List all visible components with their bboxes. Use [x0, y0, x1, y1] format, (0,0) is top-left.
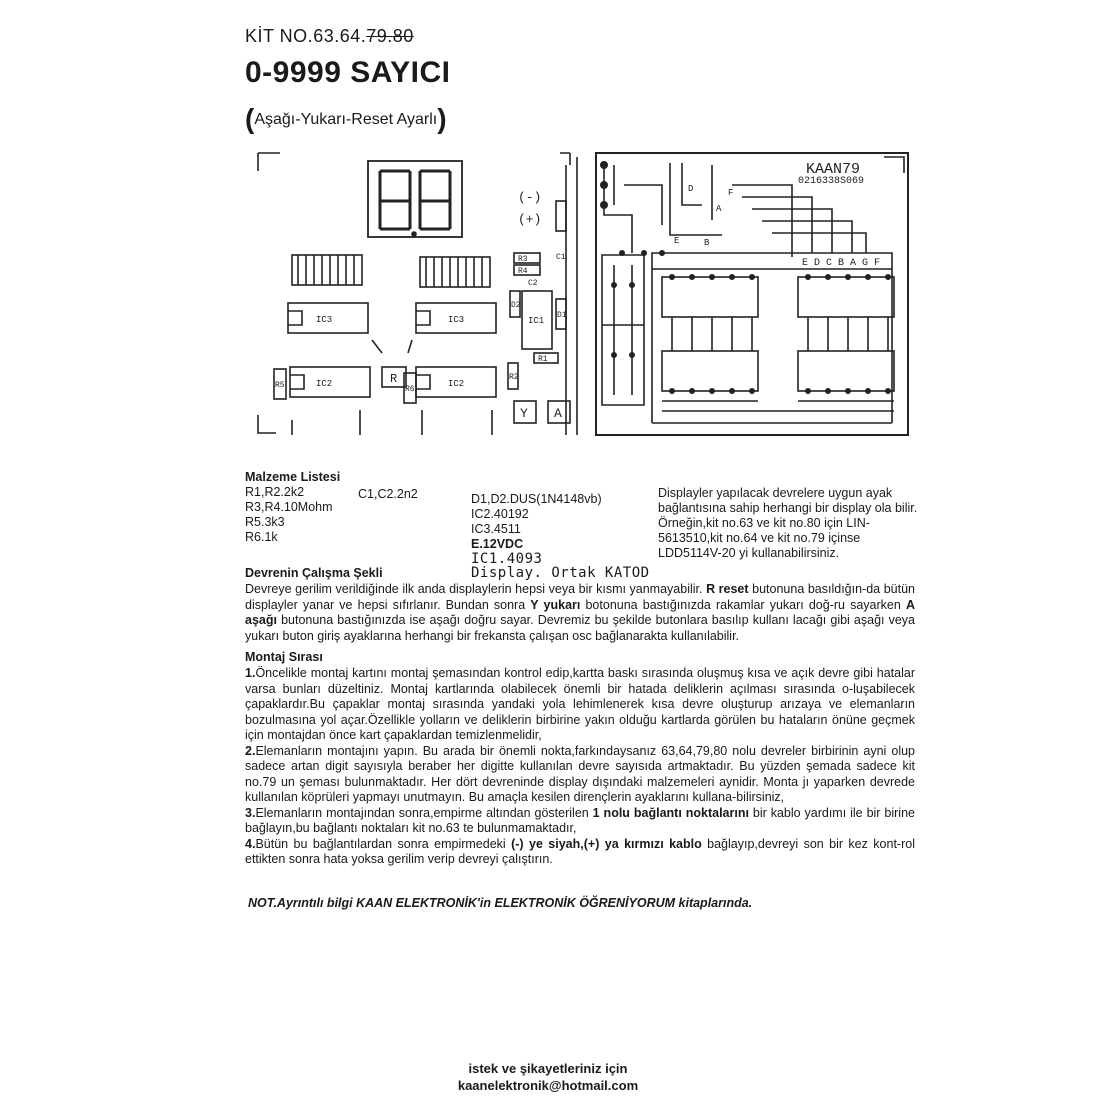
segment-letters: E D C B A G F	[802, 258, 881, 269]
operation-title: Devrenin Çalışma Şekli	[245, 566, 383, 580]
r3-label: R3	[518, 255, 528, 264]
op-bold: A aşağı	[245, 597, 915, 627]
op-text: botonuna bastığınızda rakamlar yukarı doğ-ru sayarken	[585, 597, 901, 612]
step-text: bağlayıp,devreyi son bir kez kont-rol ettikten sonra hata yoksa gerilim verip devreyi çalıştırın.	[245, 836, 915, 866]
bom-item: R3,R4.10Mohm	[245, 500, 333, 514]
kit-numbers-struck: 79.80	[366, 26, 414, 46]
subtitle-open-paren: (	[245, 103, 255, 134]
bom-item: R5.3k3	[245, 515, 285, 529]
bom-item: D1,D2.DUS(1N4148vb)	[471, 492, 602, 506]
assembly-step	[245, 837, 915, 868]
bom-item: R1,R2.2k2	[245, 485, 305, 499]
step-text: bir kablo yardımı ile bir birine bağlayın,bu bağlantı noktaları kit no.63 te bulunmamaktadır,	[245, 805, 915, 835]
c2-label: C2	[528, 279, 538, 288]
ic2-left-label: IC2	[316, 379, 333, 389]
op-bold: R reset	[706, 582, 749, 596]
ic1-label: IC1	[528, 316, 545, 326]
subtitle-close-paren: )	[437, 103, 447, 134]
assembly-step	[245, 744, 915, 806]
op-text: butonuna basıldığın-da bütün displayler yanar ve hepsi sıfırlanır. Bundan sonra	[245, 582, 915, 612]
d1-label: D1	[557, 311, 567, 320]
step-number: 1.	[245, 666, 256, 680]
step-number: 4.	[245, 836, 256, 851]
ic3-right-label: IC3	[448, 315, 465, 325]
pcb-brand-label: KAAN79	[806, 161, 861, 178]
r1-label: R1	[538, 355, 548, 364]
assembly-step	[245, 806, 915, 837]
circuit-layout-diagram	[252, 145, 918, 445]
seg-e-label: E	[674, 236, 680, 246]
step-number: 3.	[245, 805, 256, 820]
r-button-label: R	[390, 372, 398, 386]
bom-col-semiconductors	[471, 492, 650, 580]
ic2-right-label: IC2	[448, 379, 465, 389]
step-bold: 1 nolu bağlantı noktalarını	[592, 805, 749, 820]
r6-label: R6	[405, 385, 415, 394]
operation-paragraph	[245, 582, 915, 644]
handwritten-note: IC1.4093	[471, 551, 543, 567]
op-text: Devreye gerilim verildiğinde ilk anda displaylerin hepsi veya bir kısmı yanmayabilir.	[245, 582, 703, 596]
bom-display-note: Displayler yapılacak devrelere uygun ayak bağlantısına sahip herhangi bir display ola bilir. Örneğin,kit no.63 ve kit no.80 için LIN-5613510,kit no.64 ve kit no.79 içinse LDD5114V-20 yi kullanabilirsiniz.	[658, 486, 918, 560]
assembly-steps	[245, 666, 915, 868]
kit-number	[245, 26, 414, 47]
op-text: butonuna bastığınızda ise aşağı doğru sayar. Devremiz bu şekilde butonlara basılıp kullanı lacağı gibi aşağı veya yukarı buton giriş ayaklarına herhangi bir frekansta çalışan osc bağlanarakta kullanılabilir.	[245, 613, 915, 643]
bom-title: Malzeme Listesi	[245, 470, 341, 484]
op-bold: Y yukarı	[530, 597, 581, 612]
step-number: 2.	[245, 743, 256, 758]
step-text: Elemanların montajını yapın. Bu arada bir önemli nokta,farkındaysanız 63,64,79,80 nolu devreler birbirinin ayni olup sadece artan digit sayısıyla beraber her digitte kullanılan devre sayısıda artmaktadır. Bu yüzden şemada sadece kit no.79 un şeması bulunmaktadır. Her dört devreninde display dışındaki malzemeleri aynidir. Monta jı yaparken devrede kullanılan köprüleri yapmayı unutmayın. Bu amaçla kesilen dirençlerin ayaklarını kullana-bilirsiniz,	[245, 743, 915, 804]
footnote: NOT.Ayrıntılı bilgi KAAN ELEKTRONİK'in ELEKTRONİK ÖĞRENİYORUM kitaplarında.	[248, 896, 753, 910]
bom-item: E.12VDC	[471, 537, 524, 551]
ic3-left-label: IC3	[316, 315, 333, 325]
seg-f-label: F	[728, 188, 734, 198]
seg-d-label: D	[688, 184, 694, 194]
r2-label: R2	[509, 373, 519, 382]
bom-item: C1,C2.2n2	[358, 487, 418, 501]
bom-col-resistors	[245, 485, 333, 545]
c1-label: C1	[556, 253, 566, 262]
bom-item: IC2.40192	[471, 507, 529, 521]
step-bold: (-) ye siyah,(+) ya kırmızı kablo	[511, 836, 702, 851]
minus-terminal-label: (-)	[518, 190, 542, 205]
r5-label: R5	[275, 381, 285, 390]
bom-col-capacitors	[358, 487, 418, 502]
bom-item: IC3.4511	[471, 522, 521, 536]
seg-a-label: A	[716, 204, 722, 214]
r4-label: R4	[518, 267, 528, 276]
handwritten-note: Display. Ortak KATOD	[471, 565, 650, 581]
footer-email: kaanelektronik@hotmail.com	[457, 1078, 639, 1093]
kit-label: KİT NO.	[245, 26, 314, 46]
seg-b-label: B	[704, 238, 710, 248]
a-button-label: A	[554, 406, 562, 421]
kit-numbers: 63.64.	[313, 26, 367, 46]
assembly-step	[245, 666, 915, 744]
y-button-label: Y	[520, 406, 528, 421]
assembly-title: Montaj Sırası	[245, 650, 323, 664]
step-text: Bütün bu bağlantılardan sonra empirmedeki	[255, 836, 506, 851]
pcb-serial-label: 0216338S069	[798, 176, 865, 187]
d2-label: D2	[511, 301, 521, 310]
page-title: 0-9999 SAYICI	[245, 56, 451, 89]
step-text: Elemanların montajından sonra,empirme altından gösterilen	[255, 805, 589, 820]
page-subtitle	[245, 103, 447, 135]
footer-line: istek ve şikayetleriniz için	[468, 1061, 628, 1076]
subtitle-text: Aşağı-Yukarı-Reset Ayarlı	[254, 111, 438, 128]
step-text: Öncelikle montaj kartını montaj şemasından kontrol edip,kartta baskı sırasında oluşmuş kısa ve açık devre gibi hatalar varsa bunları düzeltiniz. Montaj kartlarında olabilecek önemli bir hatada deliklerin açılması sırasında o-luşabilecek çapaklardır.Bu çapaklar montaj sırasında yandaki yola lehimlenerek kısa devre oluşturup arızaya ve elemanların bozulmasına yol açar.Özellikle yolların ve deliklerin birbirine yakın olduğu kartlarda görülen bu hataların önüne geçmek için montajdan önce kart çapaklardan temizlenmelidir,	[245, 666, 915, 742]
plus-terminal-label: (+)	[518, 212, 542, 227]
bom-item: R6.1k	[245, 530, 278, 544]
